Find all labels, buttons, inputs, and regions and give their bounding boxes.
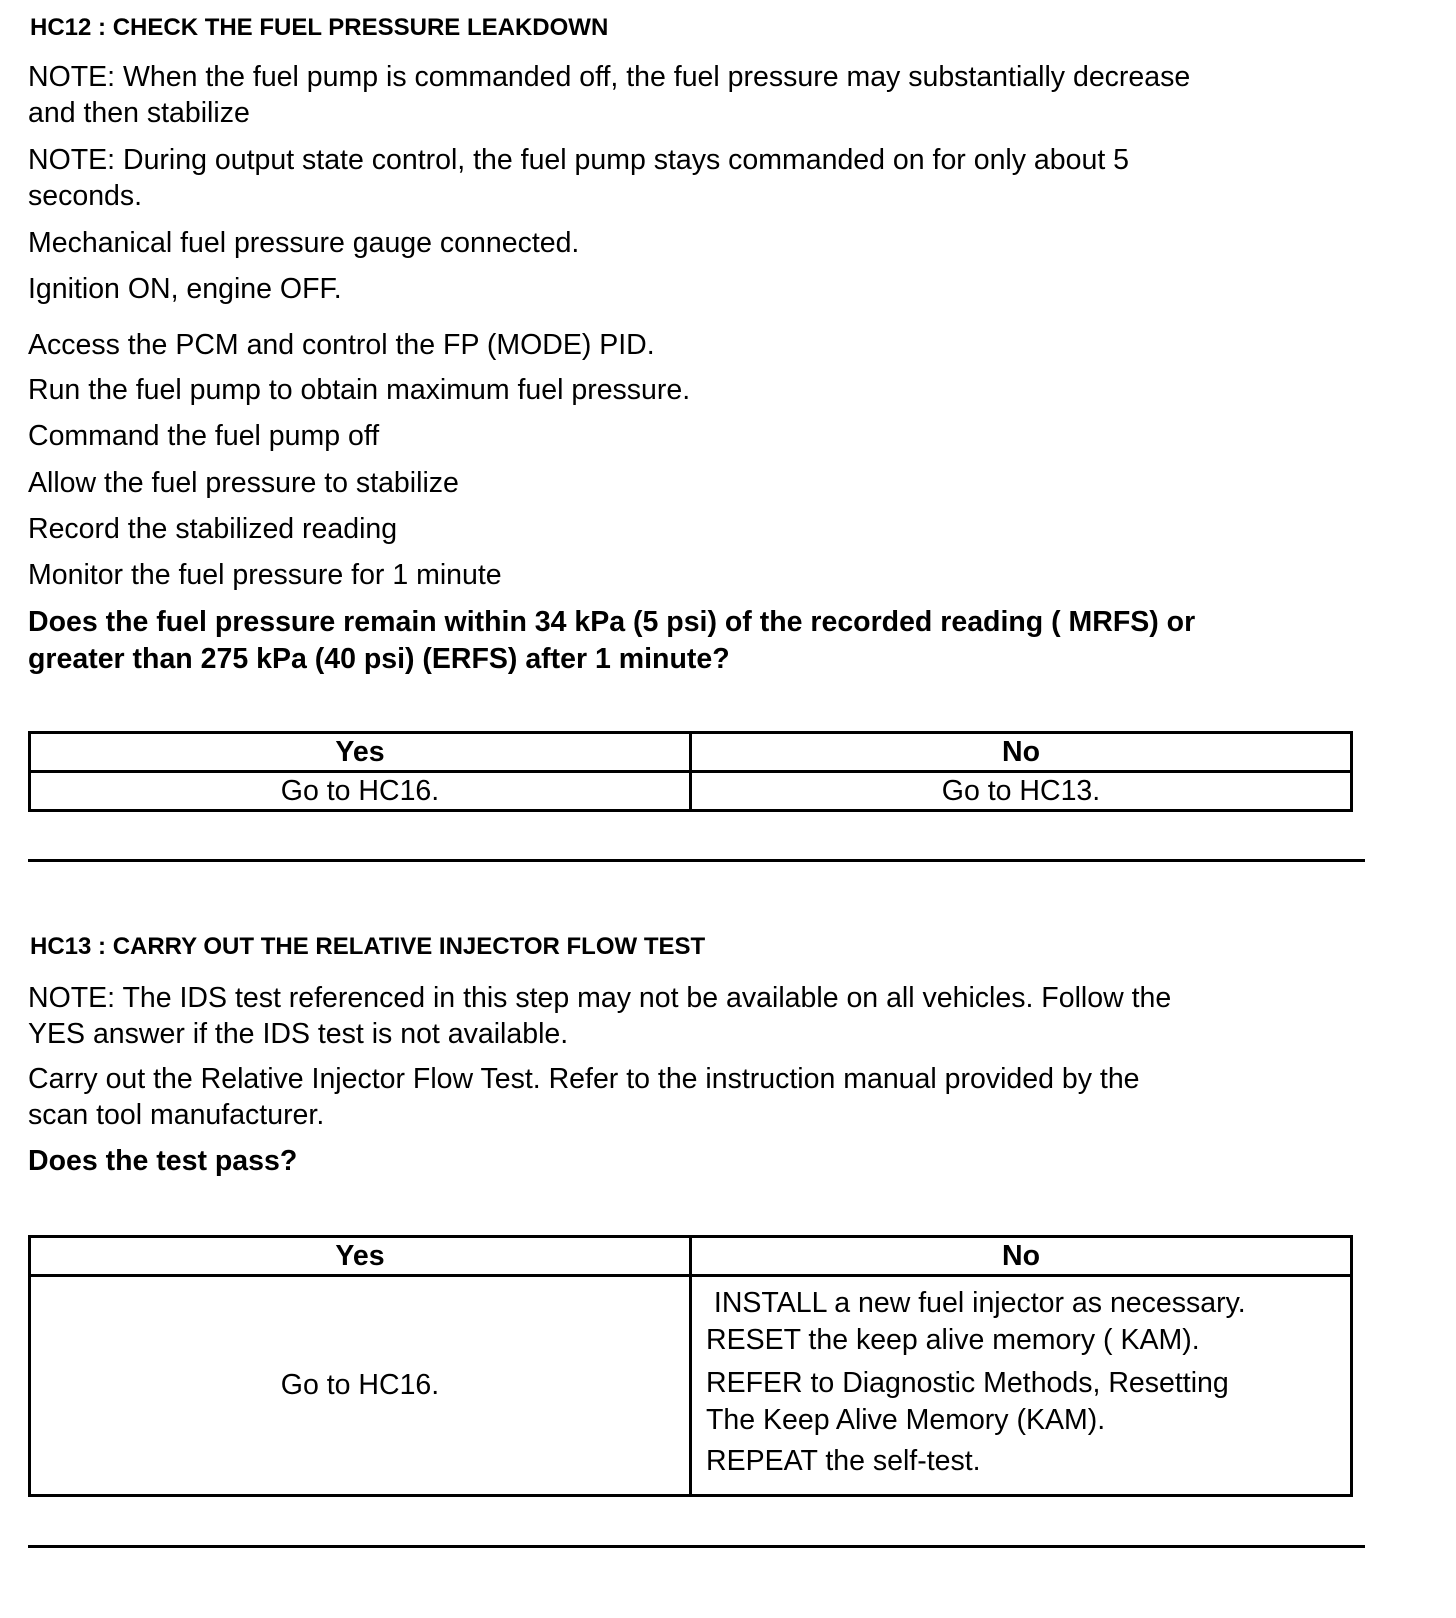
hc13-answer-table (28, 1235, 1353, 1497)
question-text: greater than 275 kPa (40 psi) (ERFS) after 1 minute? (28, 643, 730, 675)
note-text: NOTE: The IDS test referenced in this step may not be available on all vehicles. Follow the (28, 982, 1172, 1014)
no-action-line: INSTALL a new fuel injector as necessary. (706, 1287, 1246, 1319)
no-action: Go to HC13. (691, 772, 1352, 811)
no-action-line: REFER to Diagnostic Methods, Resetting (706, 1367, 1229, 1399)
step-text: Access the PCM and control the FP (MODE) PID. (28, 329, 655, 361)
note-text: seconds. (28, 180, 143, 212)
step-text: Ignition ON, engine OFF. (28, 273, 342, 305)
hc12-title: HC12 : CHECK THE FUEL PRESSURE LEAKDOWN (30, 14, 609, 41)
note-text: and then stabilize (28, 97, 250, 129)
divider (28, 1545, 1365, 1548)
step-text: scan tool manufacturer. (28, 1099, 325, 1131)
hc12-answer-table (28, 731, 1353, 812)
step-text: Monitor the fuel pressure for 1 minute (28, 559, 502, 591)
no-action-line: RESET the keep alive memory ( KAM). (706, 1324, 1200, 1356)
divider (28, 859, 1365, 862)
step-text: Allow the fuel pressure to stabilize (28, 467, 459, 499)
no-header: No (691, 733, 1352, 772)
step-text: Run the fuel pump to obtain maximum fuel pressure. (28, 374, 691, 406)
step-text: Carry out the Relative Injector Flow Test. Refer to the instruction manual provided by the (28, 1063, 1140, 1095)
no-action-line: REPEAT the self-test. (706, 1445, 981, 1477)
yes-header: Yes (30, 733, 691, 772)
hc13-title: HC13 : CARRY OUT THE RELATIVE INJECTOR FLOW TEST (30, 933, 706, 960)
question-text: Does the test pass? (28, 1145, 298, 1177)
note-text: YES answer if the IDS test is not available. (28, 1018, 569, 1050)
no-header: No (691, 1237, 1352, 1276)
note-text: NOTE: During output state control, the fuel pump stays commanded on for only about 5 (28, 144, 1130, 176)
no-actions (691, 1276, 1352, 1496)
yes-action: Go to HC16. (30, 772, 691, 811)
step-text: Mechanical fuel pressure gauge connected. (28, 227, 580, 259)
note-text: NOTE: When the fuel pump is commanded off, the fuel pressure may substantially decrease (28, 61, 1191, 93)
step-text: Record the stabilized reading (28, 513, 398, 545)
no-action-line: The Keep Alive Memory (KAM). (706, 1404, 1106, 1436)
yes-action: Go to HC16. (30, 1276, 691, 1496)
step-text: Command the fuel pump off (28, 420, 380, 452)
question-text: Does the fuel pressure remain within 34 kPa (5 psi) of the recorded reading ( MRFS) or (28, 606, 1196, 638)
yes-header: Yes (30, 1237, 691, 1276)
